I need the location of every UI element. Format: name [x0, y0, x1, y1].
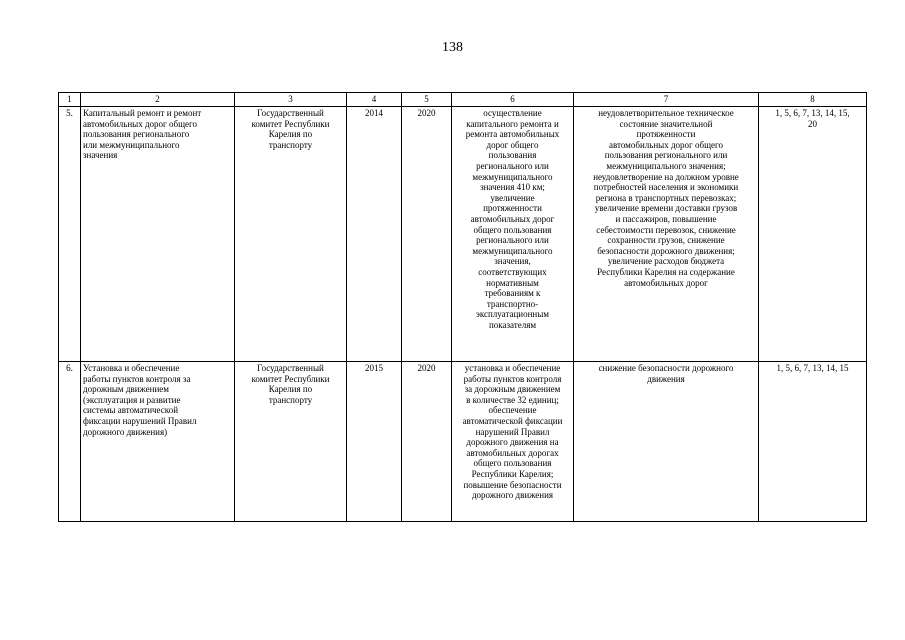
header-col-5: 5	[402, 93, 452, 107]
row-number: 5.	[59, 107, 81, 362]
consequences: снижение безопасности дорожного движения	[574, 362, 759, 522]
indicators: 1, 5, 6, 7, 13, 14, 15	[759, 362, 867, 522]
measure-name: Установка и обеспечение работы пунктов контроля за дорожным движением (эксплуатация и развитие системы автоматической фиксации нарушений Правил дорожного движения)	[81, 362, 235, 522]
table-row	[59, 107, 867, 362]
row-number: 6.	[59, 362, 81, 522]
header-col-1: 1	[59, 93, 81, 107]
expected-result: осуществление капитального ремонта и ремонта автомобильных дорог общего пользования регионального или межмуниципального значения 410 км; увеличение протяженности автомобильных дорог общего пользования регионального или межмуниципального значения, соответствующих нормативным требованиям к транспортно- эксплуатационным показателям	[452, 107, 574, 362]
executor: Государственный комитет Республики Карелия по транспорту	[235, 362, 347, 522]
consequences: неудовлетворительное техническое состояние значительной протяженности автомобильных дорог общего пользования регионального или межмуниципального значения; неудовлетворение на должном уровне потребностей населения и экономики региона в транспортных перевозках; увеличение времени доставки грузов и пассажиров, повышение себестоимости перевозок, снижение сохранности грузов, снижение безопасности дорожного движения; увеличение расходов бюджета Республики Карелия на содержание автомобильных дорог	[574, 107, 759, 362]
start-year: 2015	[347, 362, 402, 522]
program-measures-table	[58, 92, 867, 522]
executor: Государственный комитет Республики Карелия по транспорту	[235, 107, 347, 362]
measure-name: Капитальный ремонт и ремонт автомобильных дорог общего пользования регионального или межмуниципального значения	[81, 107, 235, 362]
table-row	[59, 362, 867, 522]
end-year: 2020	[402, 107, 452, 362]
header-col-2: 2	[81, 93, 235, 107]
header-col-6: 6	[452, 93, 574, 107]
header-col-3: 3	[235, 93, 347, 107]
header-col-7: 7	[574, 93, 759, 107]
page-number: 138	[442, 40, 463, 55]
end-year: 2020	[402, 362, 452, 522]
indicators: 1, 5, 6, 7, 13, 14, 15, 20	[759, 107, 867, 362]
header-col-8: 8	[759, 93, 867, 107]
header-col-4: 4	[347, 93, 402, 107]
header-row	[59, 93, 867, 107]
expected-result: установка и обеспечение работы пунктов контроля за дорожным движением в количестве 32 единиц; обеспечение автоматической фиксации нарушений Правил дорожного движения на автомобильных дорогах общего пользования Республики Карелия; повышение безопасности дорожного движения	[452, 362, 574, 522]
start-year: 2014	[347, 107, 402, 362]
